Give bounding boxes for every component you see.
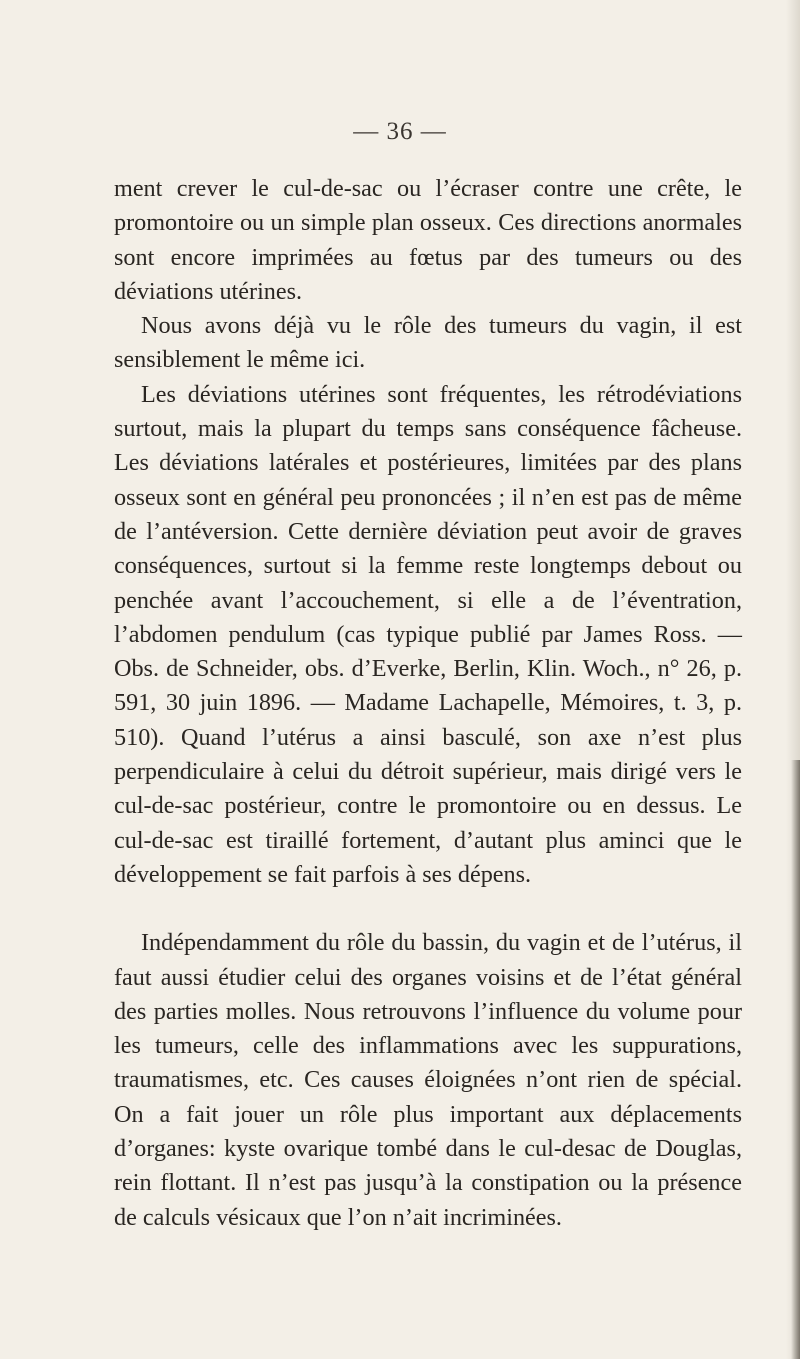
body-text <box>114 172 742 1235</box>
paragraph-2: Nous avons déjà vu le rôle des tumeurs du vagin, il est sensiblement le même ici. <box>114 312 742 374</box>
page-edge-binding <box>791 760 800 1359</box>
paragraph-1: ment crever le cul-de-sac ou l’écraser contre une crête, le promontoire ou un simple plan osseux. Ces directions anormales sont encore imprimées au fœtus par des tumeurs ou des déviations utérines. <box>114 175 742 305</box>
paragraph-4: Indépendamment du rôle du bassin, du vagin et de l’utérus, il faut aussi étudier celui des organes voisins et de l’état général des parties molles. Nous retrouvons l’influence du volume pour les tumeurs, celle des inflammations avec les suppurations, traumatismes, etc. Ces causes éloignées n’ont rien de spécial. On a fait jouer un rôle plus important aux déplacements d’organes: kyste ovarique tombé dans le cul-desac de Douglas, rein flottant. Il n’est pas jusqu’à la constipation ou la présence de calculs vésicaux que l’on n’ait incriminées. <box>114 929 742 1231</box>
page-number: — 36 — <box>353 118 447 145</box>
paragraph-3: Les déviations utérines sont fréquentes, les rétrodéviations surtout, mais la plupart du temps sans conséquence fâcheuse. Les déviations latérales et postérieures, limitées par des plans osseux sont en général peu prononcées ; il n’en est pas de même de l’antéversion. Cette dernière déviation peut avoir de graves conséquences, surtout si la femme reste longtemps debout ou penchée avant l’accouchement, si elle a de l’éventration, l’abdomen pendulum (cas typique publié par James Ross. — Obs. de Schneider, obs. d’Everke, Berlin, Klin. Woch., n° 26, p. 591, 30 juin 1896. — Madame Lachapelle, Mémoires, t. 3, p. 510). Quand l’utérus a ainsi basculé, son axe n’est plus perpendiculaire à celui du détroit supérieur, mais dirigé vers le cul-de-sac postérieur, contre le promontoire ou en dessus. Le cul-de-sac est tiraillé fortement, d’autant plus aminci que le développement se fait parfois à ses dépens. <box>114 380 742 888</box>
